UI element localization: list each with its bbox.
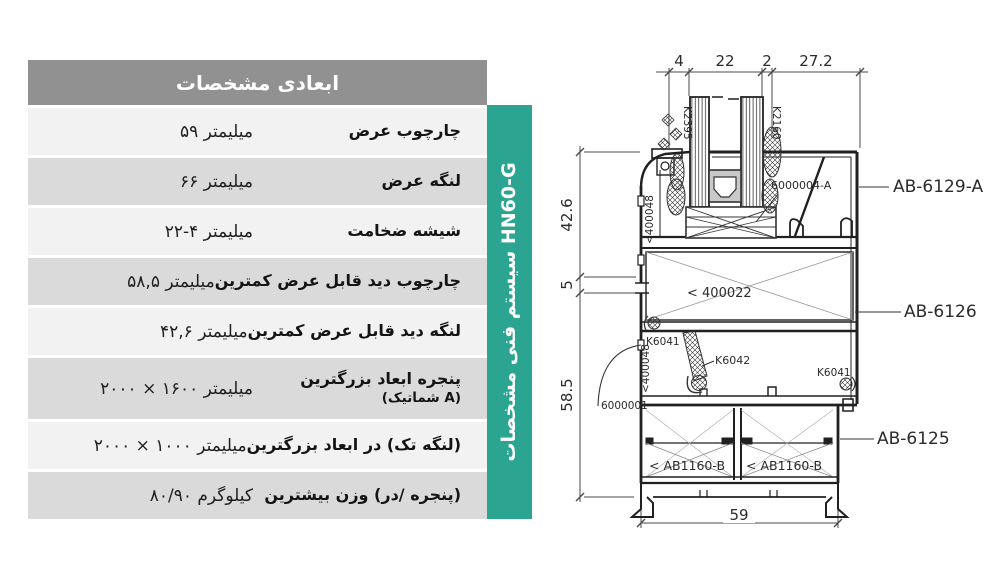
profile-cross-section-drawing — [530, 0, 1000, 570]
spec-value: ۲۲‎-‎۴‎ میلیمتر — [164, 221, 253, 242]
infill-id-bottom-left: < AB1160-B — [649, 458, 726, 473]
dim-top-22: 22 — [715, 52, 735, 70]
gasket-id-k6041-right: K6041 — [817, 367, 851, 379]
spec-value: ۲۰۰۰‎ ×‎ ۱۶۰۰‎ میلیمتر — [100, 378, 253, 399]
table-row — [28, 158, 487, 205]
bead-id-lower: <400048 — [640, 344, 652, 393]
arc-part-id: 6000001 — [601, 400, 648, 412]
table-row — [28, 358, 487, 419]
spec-label: کمترین‎ عرض‎ قابل‎ دید‎ لنگه — [247, 321, 461, 341]
part-label-ab-6125: AB-6125 — [877, 429, 950, 449]
gasket-id-k6041-left: K6041 — [646, 336, 680, 348]
infill-id-top: < 400022 — [687, 286, 752, 301]
part-label-ab-6126: AB-6126 — [904, 302, 977, 322]
gasket-id-k2160: K2160 — [770, 106, 782, 140]
part-label-ab-6129-a: AB-6129-A — [893, 177, 984, 197]
dim-bottom-59: 59 — [729, 506, 749, 524]
spec-value: ۶۶‎ میلیمتر — [179, 171, 253, 192]
spec-label: عرض‎ چارچوب — [348, 121, 461, 141]
infill-id-bottom-right: < AB1160-B — [746, 458, 823, 473]
spec-label-line1: بزرگترین‎ ابعاد‎ پنجره — [300, 369, 461, 389]
system-band-title: مشخصات‎ فنی‎ سیستم‎ HN60-G — [498, 162, 520, 462]
spec-label-line2: (شماتیک‎ A) — [381, 390, 461, 407]
spec-value: ۲۰۰۰‎ ×‎ ۱۰۰۰‎ میلیمتر — [93, 435, 247, 456]
spec-value: ۵۹‎ میلیمتر — [179, 121, 253, 142]
spec-value: ۴۲,۶‎ میلیمتر — [160, 321, 248, 342]
dim-top-4: 4 — [674, 52, 684, 70]
spec-label: بزرگترین‎ ابعاد‎ در‎ (تک‎ لنگه) — [246, 435, 461, 455]
gasket-id-k2395: K2395 — [681, 106, 693, 140]
dim-top-2: 2 — [762, 52, 772, 70]
dim-left-42-6: 42.6 — [558, 198, 576, 232]
table-row — [28, 422, 487, 469]
dim-left-58-5: 58.5 — [558, 378, 576, 412]
dim-top-27-2: 27.2 — [799, 52, 833, 70]
setting-block — [686, 207, 776, 238]
setting-block-id: 6000004-A — [771, 179, 832, 192]
table-header — [28, 60, 487, 105]
table-row — [28, 208, 487, 255]
spec-label: بیشترین‎ وزن‎ (در/‎ پنجره) — [264, 485, 461, 505]
part-callout-arc — [598, 345, 641, 406]
part-name-texts — [877, 177, 983, 449]
spec-value: ۵۸,۵‎ میلیمتر — [127, 271, 215, 292]
spec-value: ۸۰/۹۰‎ کیلوگرم — [149, 485, 253, 506]
table-row — [28, 308, 487, 355]
spec-label: عرض‎ لنگه — [381, 171, 461, 191]
dim-left-5: 5 — [558, 280, 576, 290]
table-row — [28, 108, 487, 155]
table-row — [28, 472, 487, 519]
component-id-texts — [601, 106, 851, 473]
bead-id-upper: <400048 — [644, 195, 656, 244]
gasket-id-k6042: K6042 — [715, 354, 751, 367]
table-row — [28, 258, 487, 305]
spec-label — [253, 369, 487, 407]
dimensional-spec-table — [28, 60, 487, 519]
spec-label: ضخامت‎ شیشه — [347, 221, 461, 241]
spec-label: کمترین‎ عرض‎ قابل‎ دید‎ چارچوب — [214, 271, 461, 291]
table-title: مشخصات‎ ابعادی — [175, 70, 340, 95]
